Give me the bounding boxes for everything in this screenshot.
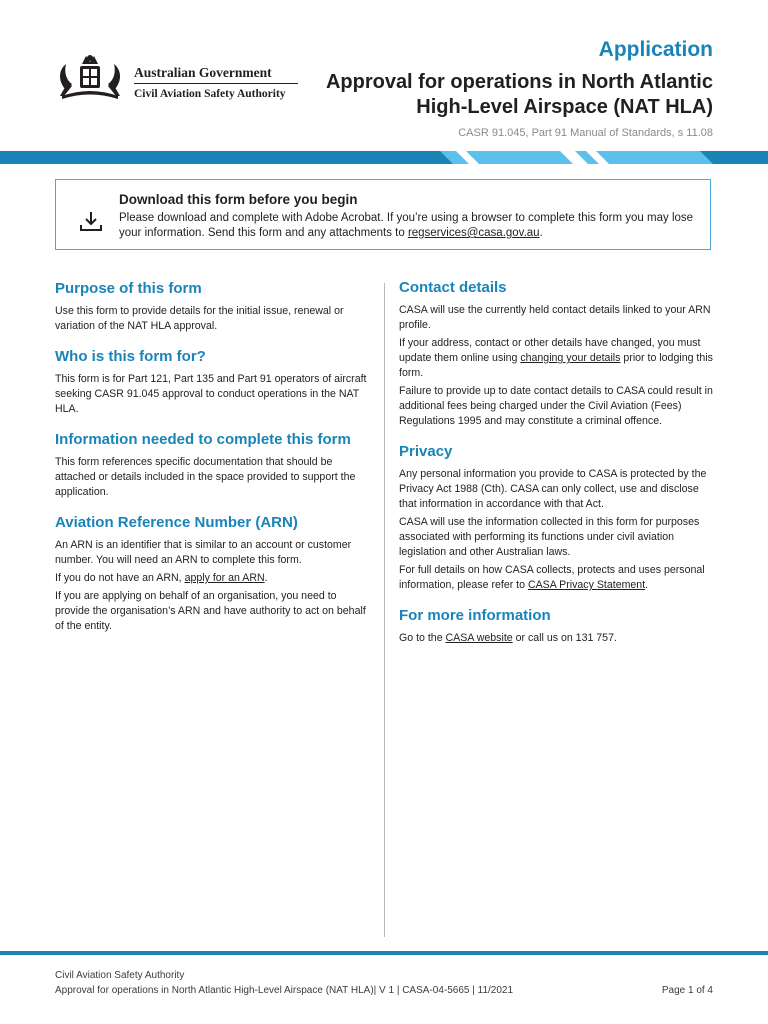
privacy-statement-link[interactable]: CASA Privacy Statement [527, 579, 646, 591]
who-text: This form is for Part 121, Part 135 and Part 91 operators of aircraft seeking CASR 91.045 approval to conduct operations in the NAT HLA. [55, 373, 367, 415]
arn-text-1: An ARN is an identifier that is similar to an account or customer number. You will need an ARN to complete this form. [55, 539, 352, 566]
page-number: Page 1 of 4 [661, 985, 713, 996]
coat-of-arms-logo [52, 52, 128, 102]
arn-heading: Aviation Reference Number (ARN) [55, 514, 298, 531]
more-info-text: Go to the CASA website or call us on 131 757. [399, 632, 617, 644]
arn-text-3: If you are applying on behalf of an organisation, you need to provide the organisation’s ARN and have authority to act on behalf of the entity. [55, 590, 366, 632]
info-text: This form references specific documentation that should be attached or details included in the space provided to support the application. [55, 456, 356, 498]
more-info-section [399, 606, 717, 646]
privacy-section [399, 442, 717, 593]
privacy-text-3: For full details on how CASA collects, protects and uses personal information, please refer to CASA Privacy Statement. [399, 564, 705, 591]
email-link[interactable]: regservices@casa.gov.au [407, 227, 540, 239]
right-column [399, 278, 717, 659]
arn-text-2: If you do not have an ARN, apply for an ARN. [55, 572, 268, 584]
purpose-heading: Purpose of this form [55, 280, 202, 297]
footer-doc-info: Approval for operations in North Atlantic High-Level Airspace (NAT HLA)| V 1 | CASA-04-5665 | 11/2021 [55, 985, 514, 996]
contact-section [399, 278, 717, 429]
who-heading: Who is this form for? [55, 348, 206, 365]
contact-heading: Contact details [399, 279, 507, 296]
download-notice [55, 179, 711, 250]
header-stripe [0, 151, 768, 164]
column-divider [384, 283, 385, 937]
apply-arn-link[interactable]: apply for an ARN [184, 572, 265, 584]
page-title: Approval for operations in North Atlantic High-Level Airspace (NAT HLA) [325, 71, 713, 118]
more-info-heading: For more information [399, 607, 551, 624]
who-section [55, 347, 373, 417]
download-notice-text: Please download and complete with Adobe Acrobat. If you’re using a browser to complete this form you may lose your information. Send this form and any attachments to regservices@casa.gov.au. [119, 212, 694, 239]
changing-details-link[interactable]: changing your details [520, 352, 621, 364]
casa-website-link[interactable]: CASA website [445, 632, 513, 644]
purpose-section [55, 279, 373, 334]
legislation-reference: CASR 91.045, Part 91 Manual of Standards, s 11.08 [458, 127, 713, 139]
privacy-heading: Privacy [399, 443, 453, 460]
purpose-text: Use this form to provide details for the initial issue, renewal or variation of the NAT HLA approval. [55, 305, 344, 332]
footer-org: Civil Aviation Safety Authority [55, 970, 185, 981]
contact-text-2: If your address, contact or other details have changed, you must update them online using changing your details prior to lodging this form. [399, 337, 713, 379]
footer-rule [0, 951, 768, 955]
contact-text-1: CASA will use the currently held contact details linked to your ARN profile. [399, 304, 711, 331]
left-column [55, 279, 373, 647]
info-heading: Information needed to complete this form [55, 431, 351, 448]
privacy-text-1: Any personal information you provide to CASA is protected by the Privacy Act 1988 (Cth). CASA can only collect, use and disclose that information in accordance with that Act. [399, 468, 707, 510]
download-icon [78, 210, 104, 234]
agency-name: Civil Aviation Safety Authority [134, 88, 286, 100]
download-notice-title: Download this form before you begin [119, 192, 358, 207]
contact-text-3: Failure to provide up to date contact details to CASA could result in additional fees being charged under the Civil Aviation (Fees) Regulations 1995 and may constitute a criminal offence. [399, 385, 713, 427]
form-type-label: Application [598, 38, 713, 61]
government-wordmark [134, 64, 298, 102]
info-section [55, 430, 373, 500]
arn-section [55, 513, 373, 634]
gov-name: Australian Government [134, 64, 298, 84]
privacy-text-2: CASA will use the information collected in this form for purposes associated with performing its functions under civil aviation legislation and other Australian laws. [399, 516, 700, 558]
